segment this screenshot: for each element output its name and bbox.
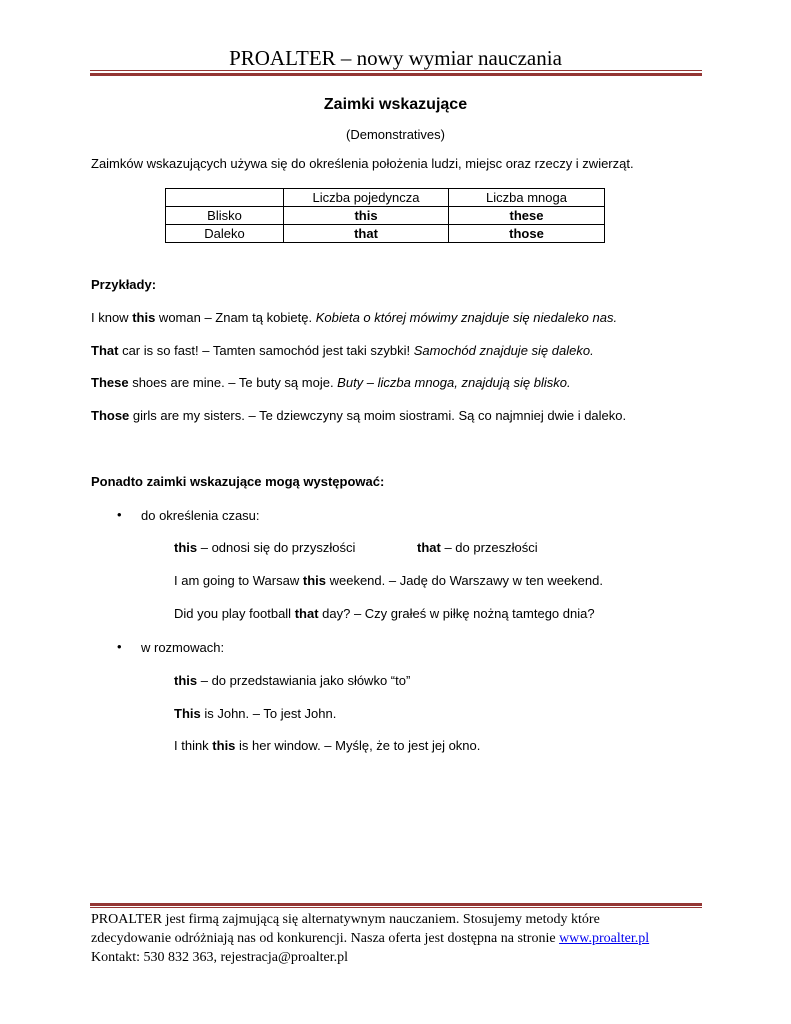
examples-heading: Przykłady: — [91, 277, 157, 292]
header-rule-thin — [90, 70, 702, 71]
bullet-icon: • — [117, 639, 122, 654]
example-note: Kobieta o której mówimy znajduje się niedaleko nas. — [315, 310, 618, 325]
example-pronoun: that — [294, 606, 319, 621]
table-header-cell — [166, 189, 284, 207]
bullet-time-label: do określenia czasu: — [141, 508, 260, 523]
example-pronoun: Those — [91, 408, 130, 423]
example-text: car is so fast! – Tamten samochód jest taki szybki! — [118, 343, 414, 358]
example-text: shoes are mine. – Te buty są moje. — [128, 375, 338, 390]
pronoun-table — [165, 188, 605, 243]
example-text: woman – Znam tą kobietę. — [155, 310, 316, 325]
pronoun-that: that — [417, 540, 441, 555]
rule-text: – odnosi się do przyszłości — [197, 540, 356, 555]
footer-contact: Kontakt: 530 832 363, rejestracja@proalter.pl — [91, 950, 349, 965]
time-rule-that — [417, 540, 538, 555]
example-text: weekend. – Jadę do Warszawy w ten weekend. — [325, 573, 603, 588]
example-text: I am going to Warsaw — [174, 573, 303, 588]
table-row — [166, 225, 605, 243]
example-sentence — [91, 375, 571, 390]
document-subtitle: (Demonstratives) — [346, 127, 445, 142]
footer-rule-thin — [90, 907, 702, 908]
example-text: is John. – To jest John. — [200, 706, 337, 721]
row-label: Daleko — [166, 225, 284, 243]
rule-text: – do przedstawiania jako słówko “to” — [197, 673, 411, 688]
time-rule-this — [174, 540, 355, 555]
example-pronoun: This — [174, 706, 201, 721]
example-pronoun: this — [132, 310, 156, 325]
plural-cell: those — [449, 225, 605, 243]
singular-cell: that — [284, 225, 449, 243]
talk-example — [174, 706, 336, 721]
example-note: Buty – liczba mnoga, znajdują się blisko. — [337, 375, 571, 390]
example-text: day? – Czy grałeś w piłkę nożną tamtego dnia? — [318, 606, 595, 621]
example-text: I think — [174, 738, 213, 753]
footer-line: PROALTER jest firmą zajmującą się alternatywnym nauczaniem. Stosujemy metody które — [91, 912, 600, 927]
bullet-icon: • — [117, 507, 122, 522]
rule-text: – do przeszłości — [440, 540, 538, 555]
footer-rule-thick — [90, 903, 702, 906]
example-sentence — [91, 408, 626, 423]
pronoun-this: this — [174, 673, 198, 688]
time-example — [174, 606, 595, 621]
example-text: Did you play football — [174, 606, 295, 621]
talk-rule — [174, 673, 410, 688]
talk-example — [174, 738, 480, 753]
website-link[interactable]: www.proalter.pl — [559, 931, 650, 946]
pronoun-this: this — [174, 540, 198, 555]
example-pronoun: These — [91, 375, 129, 390]
table-header-row — [166, 189, 605, 207]
intro-paragraph: Zaimków wskazujących używa się do określenia położenia ludzi, miejsc oraz rzeczy i zwierząt. — [91, 156, 634, 171]
example-sentence — [91, 310, 617, 325]
example-text: I know — [91, 310, 133, 325]
table-header-cell: Liczba pojedyncza — [284, 189, 449, 207]
page-header-title: PROALTER – nowy wymiar nauczania — [229, 46, 562, 70]
table-header-cell: Liczba mnoga — [449, 189, 605, 207]
example-pronoun: this — [302, 573, 326, 588]
footer-text — [91, 910, 711, 967]
row-label: Blisko — [166, 207, 284, 225]
example-pronoun: this — [212, 738, 236, 753]
example-text: girls are my sisters. – Te dziewczyny są moim siostrami. Są co najmniej dwie i daleko. — [129, 408, 627, 423]
header-rule-thick — [90, 73, 702, 76]
more-uses-heading: Ponadto zaimki wskazujące mogą występować: — [91, 474, 385, 489]
example-sentence — [91, 343, 594, 358]
example-pronoun: That — [91, 343, 119, 358]
bullet-talk-label: w rozmowach: — [141, 640, 225, 655]
table-row — [166, 207, 605, 225]
document-title: Zaimki wskazujące — [323, 96, 468, 113]
plural-cell: these — [449, 207, 605, 225]
footer-line — [91, 929, 711, 948]
example-text: is her window. – Myślę, że to jest jej okno. — [235, 738, 481, 753]
example-note: Samochód znajduje się daleko. — [413, 343, 594, 358]
time-example — [174, 573, 603, 588]
singular-cell: this — [284, 207, 449, 225]
footer-line-text: zdecydowanie odróżniają nas od konkurencji. Nasza oferta jest dostępna na stronie — [91, 931, 560, 946]
